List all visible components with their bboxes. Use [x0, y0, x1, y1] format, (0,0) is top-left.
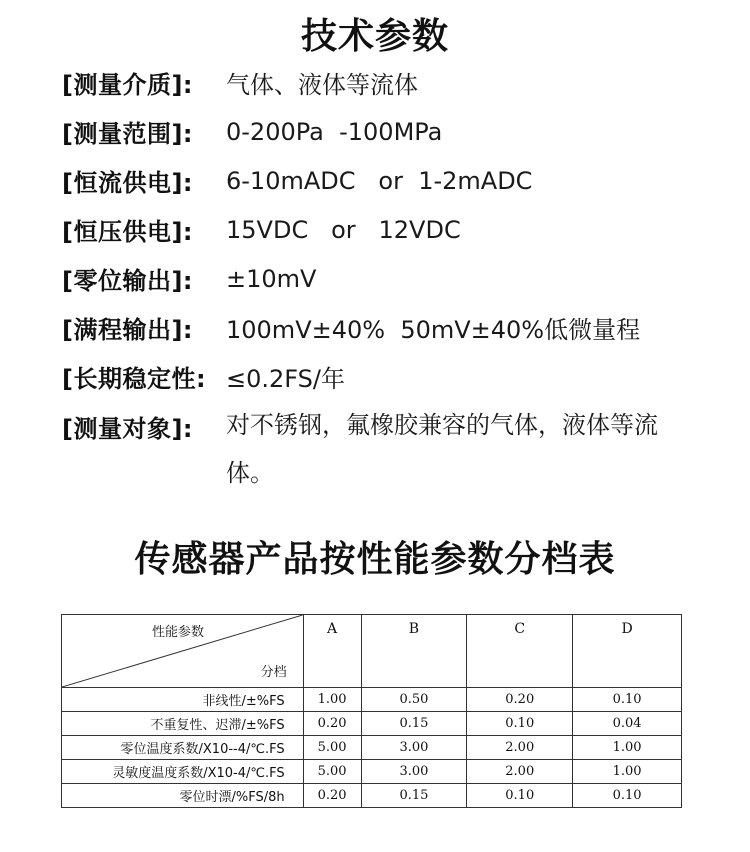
table-cell: 0.20 — [303, 712, 361, 736]
spec-row-zero-output — [62, 254, 702, 303]
table-cell: 0.04 — [573, 712, 682, 736]
table-title: 传感器产品按性能参数分档表 — [134, 539, 616, 580]
corner-cell — [62, 615, 304, 688]
table-cell: 3.00 — [361, 760, 467, 784]
table-cell: 0.50 — [361, 688, 467, 712]
spec-row-constant-voltage — [62, 205, 702, 254]
table-cell: 0.10 — [573, 688, 682, 712]
column-header: C — [467, 615, 573, 688]
column-header: D — [573, 615, 682, 688]
spec-row-full-scale-output — [62, 303, 702, 352]
spec-row-constant-current — [62, 156, 702, 205]
row-label: 零位时漂/%FS/8h — [62, 784, 304, 808]
table-row — [62, 688, 682, 712]
spec-row-stability — [62, 352, 702, 401]
table-row — [62, 784, 682, 808]
table-cell: 2.00 — [467, 760, 573, 784]
corner-bottom-label: 分档 — [260, 665, 287, 680]
table-cell: 0.15 — [361, 712, 467, 736]
spec-value: 100mV±40% 50mV±40%低微量程 — [226, 316, 641, 344]
row-label: 不重复性、迟滞/±%FS — [62, 712, 304, 736]
spec-label: [零位输出]: — [62, 267, 194, 295]
spec-label: [测量范围]: — [62, 120, 194, 148]
spec-label: [恒流供电]: — [62, 169, 194, 197]
table-row — [62, 736, 682, 760]
corner-top-label: 性能参数 — [152, 625, 205, 640]
grade-table — [61, 614, 682, 808]
spec-value: 15VDC or 12VDC — [226, 215, 461, 244]
column-header: B — [361, 615, 467, 688]
spec-label: [满程输出]: — [62, 316, 194, 344]
spec-value: 6-10mADC or 1-2mADC — [226, 166, 533, 195]
spec-value: 对不锈钢，氟橡胶兼容的气体，液体等流体。 — [226, 411, 658, 487]
spec-value: 气体、液体等流体 — [226, 71, 418, 99]
column-header: A — [303, 615, 361, 688]
spec-label: [测量介质]: — [62, 71, 194, 99]
table-cell: 0.15 — [361, 784, 467, 808]
table-cell: 3.00 — [361, 736, 467, 760]
spec-label: [恒压供电]: — [62, 218, 194, 246]
table-header-row — [62, 615, 682, 688]
table-cell: 1.00 — [303, 688, 361, 712]
table-cell: 2.00 — [467, 736, 573, 760]
table-cell: 0.10 — [467, 712, 573, 736]
spec-value: 0-200Pa -100MPa — [226, 117, 443, 146]
table-row — [62, 760, 682, 784]
table-row — [62, 712, 682, 736]
spec-row-medium — [62, 58, 702, 107]
table-cell: 1.00 — [573, 760, 682, 784]
spec-list — [62, 58, 702, 497]
table-cell: 1.00 — [573, 736, 682, 760]
table-cell: 0.20 — [467, 688, 573, 712]
spec-value: ±10mV — [226, 264, 317, 293]
spec-row-measured-object — [62, 401, 702, 497]
spec-value: ≤0.2FS/年 — [226, 365, 345, 393]
spec-label: [测量对象]: — [62, 415, 194, 443]
row-label: 零位温度系数/X10--4/℃.FS — [62, 736, 304, 760]
table-cell: 5.00 — [303, 760, 361, 784]
table-cell: 0.20 — [303, 784, 361, 808]
row-label: 非线性/±%FS — [62, 688, 304, 712]
table-cell: 0.10 — [573, 784, 682, 808]
spec-row-range — [62, 107, 702, 156]
table-cell: 5.00 — [303, 736, 361, 760]
page-title: 技术参数 — [300, 16, 449, 57]
spec-label: [长期稳定性: — [62, 365, 207, 393]
table-cell: 0.10 — [467, 784, 573, 808]
row-label: 灵敏度温度系数/X10-4/℃.FS — [62, 760, 304, 784]
